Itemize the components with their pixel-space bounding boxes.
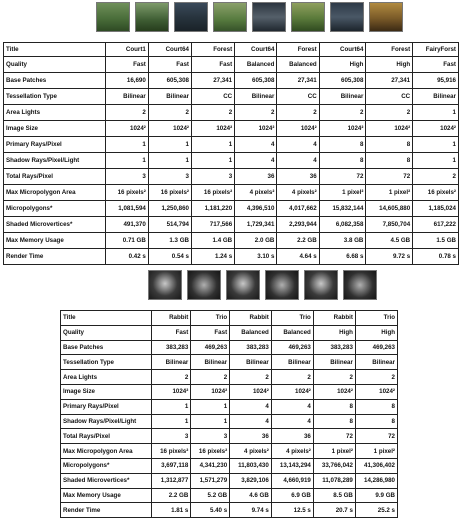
value-cell: 11,078,289 [313,473,355,488]
value-cell: 469,263 [191,340,230,355]
row-label-cell: Tessellation Type [4,89,106,105]
value-cell: 33,766,042 [313,458,355,473]
value-cell: Bilinear [230,355,272,370]
court1-thumbnail-image [96,2,130,32]
value-cell: 0.71 GB [105,233,148,249]
value-cell: 1024² [235,121,277,137]
value-cell: Bilinear [105,89,148,105]
value-cell: 1 [191,137,234,153]
value-cell: 1,312,877 [152,473,191,488]
value-cell: Fast [191,57,234,73]
value-cell: 1 [152,414,191,429]
table-row [61,325,398,340]
table-row [4,105,459,121]
table-row [4,73,459,89]
forest-thumbnail-image [174,2,208,32]
row-label-cell: Shaded Microvertices* [61,473,152,488]
value-cell: 2 [191,105,234,121]
table-row [4,89,459,105]
value-cell: 36 [277,169,319,185]
value-cell: 3.8 GB [319,233,366,249]
value-cell: 2,293,944 [277,217,319,233]
row-label-cell: Quality [4,57,106,73]
value-cell: 605,308 [235,73,277,89]
value-cell: 8 [319,153,366,169]
value-cell: 1.3 GB [148,233,191,249]
value-cell: 1,185,024 [413,201,459,217]
value-cell: 2.2 GB [277,233,319,249]
value-cell: 1024² [313,384,355,399]
court64-thumbnail-image [291,2,325,32]
value-cell: 8.5 GB [313,488,355,503]
value-cell: Fast [105,57,148,73]
value-cell: 3 [191,429,230,444]
value-cell: 2 [230,370,272,385]
value-cell: 0.78 s [413,249,459,265]
value-cell: 3.10 s [235,249,277,265]
value-cell: 1024² [413,121,459,137]
value-cell: 469,263 [271,340,313,355]
value-cell: 1 pixel² [355,444,397,459]
value-cell: 72 [313,429,355,444]
table-row [61,340,398,355]
value-cell: 41,306,402 [355,458,397,473]
header-scene-cell: Rabbit [230,311,272,326]
row-label-cell: Area Lights [61,370,152,385]
value-cell: CC [191,89,234,105]
value-cell: 1,181,220 [191,201,234,217]
table-row [61,429,398,444]
value-cell: 2 [105,105,148,121]
value-cell: 1,081,594 [105,201,148,217]
table-row [4,201,459,217]
value-cell: 4 [230,399,272,414]
header-scene-cell: Court64 [319,43,366,57]
value-cell: 3 [152,429,191,444]
value-cell: 2 [366,105,413,121]
value-cell: 6,082,358 [319,217,366,233]
row-label-cell: Shadow Rays/Pixel/Light [61,414,152,429]
value-cell: 1 [413,105,459,121]
value-cell: 2 [355,370,397,385]
value-cell: 3 [105,169,148,185]
table-row [4,249,459,265]
header-scene-cell: Rabbit [152,311,191,326]
value-cell: Bilinear [235,89,277,105]
value-cell: 1 [105,153,148,169]
value-cell: 1 [191,153,234,169]
value-cell: 5.40 s [191,503,230,518]
value-cell: 72 [366,169,413,185]
value-cell: Bilinear [355,355,397,370]
row-label-cell: Base Patches [61,340,152,355]
table-row [4,233,459,249]
row-label-cell: Primary Rays/Pixel [61,399,152,414]
value-cell: 16 pixels² [148,185,191,201]
rabbit-thumbnail-image [226,270,260,300]
value-cell: 1.81 s [152,503,191,518]
row-label-cell: Quality [61,325,152,340]
value-cell: 16 pixels² [413,185,459,201]
value-cell: 1024² [105,121,148,137]
render-stats-table-1 [3,42,459,265]
value-cell: CC [366,89,413,105]
value-cell: Fast [148,57,191,73]
value-cell: Bilinear [152,355,191,370]
value-cell: 16,690 [105,73,148,89]
value-cell: 16 pixels² [191,185,234,201]
value-cell: 14,286,980 [355,473,397,488]
header-scene-cell: Trio [191,311,230,326]
value-cell: 3,829,106 [230,473,272,488]
value-cell: 13,143,294 [271,458,313,473]
value-cell: 8 [366,137,413,153]
value-cell: 72 [319,169,366,185]
value-cell: 605,308 [148,73,191,89]
value-cell: 1 [413,137,459,153]
value-cell: 8 [366,153,413,169]
value-cell: 4 [277,137,319,153]
value-cell: 2 [235,105,277,121]
value-cell: 27,341 [191,73,234,89]
value-cell: 2 [148,105,191,121]
value-cell: 1.5 GB [413,233,459,249]
header-scene-cell: FairyForst [413,43,459,57]
value-cell: 72 [355,429,397,444]
value-cell: 4.64 s [277,249,319,265]
value-cell: 11,803,430 [230,458,272,473]
row-label-cell: Total Rays/Pixel [4,169,106,185]
value-cell: 4,396,510 [235,201,277,217]
value-cell: 605,308 [319,73,366,89]
value-cell: 1 [105,137,148,153]
value-cell: 383,283 [152,340,191,355]
value-cell: 36 [235,169,277,185]
table-row [61,355,398,370]
value-cell: 36 [271,429,313,444]
header-scene-cell: Forest [277,43,319,57]
rabbit-thumbnail-image [148,270,182,300]
value-cell: Bilinear [148,89,191,105]
value-cell: 4 pixels² [230,444,272,459]
value-cell: 8 [313,399,355,414]
value-cell: 2 [277,105,319,121]
value-cell: 16 pixels² [191,444,230,459]
value-cell: 1024² [152,384,191,399]
value-cell: 1024² [148,121,191,137]
value-cell: Fast [152,325,191,340]
render-stats-table-2 [60,310,398,518]
value-cell: 4,660,919 [271,473,313,488]
forest-thumbnail-image [330,2,364,32]
value-cell: 2 [413,169,459,185]
value-cell: 4 [277,153,319,169]
row-label-cell: Image Size [4,121,106,137]
value-cell: 12.5 s [271,503,313,518]
value-cell: 1 [191,399,230,414]
header-scene-cell: Forest [191,43,234,57]
row-label-cell: Shadow Rays/Pixel/Light [4,153,106,169]
row-label-cell: Total Rays/Pixel [61,429,152,444]
value-cell: High [366,57,413,73]
value-cell: 36 [230,429,272,444]
value-cell: 383,283 [230,340,272,355]
value-cell: 15,832,144 [319,201,366,217]
value-cell: 27,341 [277,73,319,89]
value-cell: 1024² [277,121,319,137]
value-cell: 1024² [191,121,234,137]
table-row [61,488,398,503]
value-cell: 4,017,662 [277,201,319,217]
header-scene-cell: Rabbit [313,311,355,326]
value-cell: 4 [230,414,272,429]
value-cell: Bilinear [271,355,313,370]
table-header-row [61,311,398,326]
value-cell: Balanced [235,57,277,73]
value-cell: 4.5 GB [366,233,413,249]
value-cell: 8 [355,399,397,414]
table-row [61,473,398,488]
value-cell: 5.2 GB [191,488,230,503]
value-cell: 4.6 GB [230,488,272,503]
rabbit-thumbnail-image [304,270,338,300]
value-cell: 2.2 GB [152,488,191,503]
value-cell: 1 [152,399,191,414]
value-cell: 383,283 [313,340,355,355]
value-cell: Balanced [277,57,319,73]
value-cell: 4,341,230 [191,458,230,473]
header-scene-cell: Court64 [148,43,191,57]
value-cell: High [313,325,355,340]
row-label-cell: Image Size [61,384,152,399]
value-cell: 1024² [191,384,230,399]
court64-thumbnail-image [135,2,169,32]
table-row [4,169,459,185]
value-cell: Fast [191,325,230,340]
row-label-cell: Shaded Microvertices* [4,217,106,233]
value-cell: 4 [235,137,277,153]
value-cell: 2.0 GB [235,233,277,249]
value-cell: 4 [235,153,277,169]
value-cell: 6.9 GB [271,488,313,503]
value-cell: CC [277,89,319,105]
row-label-cell: Tessellation Type [61,355,152,370]
value-cell: 1024² [230,384,272,399]
value-cell: 1024² [366,121,413,137]
header-title-cell: Title [61,311,152,326]
header-scene-cell: Trio [355,311,397,326]
row-label-cell: Micropolygons* [61,458,152,473]
row-label-cell: Base Patches [4,73,106,89]
value-cell: 2 [152,370,191,385]
value-cell: 491,370 [105,217,148,233]
table-row [61,399,398,414]
row-label-cell: Area Lights [4,105,106,121]
trio-thumbnail-image [343,270,377,300]
scene-thumbnails-top [96,2,408,32]
row-label-cell: Render Time [61,503,152,518]
value-cell: 1 pixel² [313,444,355,459]
header-scene-cell: Forest [366,43,413,57]
table-row [61,370,398,385]
value-cell: 2 [191,370,230,385]
table-row [4,137,459,153]
table-row [61,414,398,429]
value-cell: 4 pixels² [277,185,319,201]
value-cell: 1024² [355,384,397,399]
value-cell: 9.9 GB [355,488,397,503]
trio-thumbnail-image [265,270,299,300]
value-cell: 1 pixel² [366,185,413,201]
value-cell: 469,263 [355,340,397,355]
header-scene-cell: Court64 [235,43,277,57]
value-cell: 8 [355,414,397,429]
value-cell: 4 [271,399,313,414]
value-cell: 1 [148,137,191,153]
fairyforest-thumbnail-image [369,2,403,32]
value-cell: 1 pixel² [319,185,366,201]
trio-thumbnail-image [187,270,221,300]
value-cell: 3 [148,169,191,185]
forest-thumbnail-image [252,2,286,32]
table-row [4,185,459,201]
value-cell: Balanced [271,325,313,340]
value-cell: 0.54 s [148,249,191,265]
value-cell: 1 [148,153,191,169]
value-cell: 1024² [319,121,366,137]
value-cell: High [355,325,397,340]
value-cell: 617,222 [413,217,459,233]
value-cell: High [319,57,366,73]
header-scene-cell: Court1 [105,43,148,57]
table-row [61,458,398,473]
value-cell: Bilinear [191,355,230,370]
value-cell: 2 [319,105,366,121]
value-cell: 4 pixels² [271,444,313,459]
row-label-cell: Render Time [4,249,106,265]
value-cell: 9.74 s [230,503,272,518]
value-cell: 0.42 s [105,249,148,265]
value-cell: 6.68 s [319,249,366,265]
value-cell: 27,341 [366,73,413,89]
row-label-cell: Max Micropolygon Area [4,185,106,201]
scene-thumbnails-bottom [148,270,382,300]
value-cell: 4 pixels² [235,185,277,201]
row-label-cell: Micropolygons* [4,201,106,217]
value-cell: 1,250,860 [148,201,191,217]
header-title-cell: Title [4,43,106,57]
value-cell: Balanced [230,325,272,340]
value-cell: 2 [313,370,355,385]
value-cell: 16 pixels² [105,185,148,201]
table-row [4,57,459,73]
row-label-cell: Max Memory Usage [61,488,152,503]
table-row [61,384,398,399]
value-cell: 14,605,880 [366,201,413,217]
value-cell: Bilinear [319,89,366,105]
value-cell: 1,571,279 [191,473,230,488]
value-cell: 3,697,118 [152,458,191,473]
value-cell: Fast [413,57,459,73]
value-cell: 514,794 [148,217,191,233]
table-row [4,217,459,233]
value-cell: 1 [191,414,230,429]
value-cell: 8 [313,414,355,429]
value-cell: 1.4 GB [191,233,234,249]
table-header-row [4,43,459,57]
value-cell: 3 [191,169,234,185]
table-row [4,121,459,137]
value-cell: 95,916 [413,73,459,89]
value-cell: 717,566 [191,217,234,233]
value-cell: 16 pixels² [152,444,191,459]
row-label-cell: Max Memory Usage [4,233,106,249]
value-cell: 1.24 s [191,249,234,265]
value-cell: 9.72 s [366,249,413,265]
value-cell: 1 [413,153,459,169]
court64-thumbnail-image [213,2,247,32]
value-cell: 4 [271,414,313,429]
value-cell: 25.2 s [355,503,397,518]
value-cell: 1024² [271,384,313,399]
value-cell: 2 [271,370,313,385]
row-label-cell: Max Micropolygon Area [61,444,152,459]
header-scene-cell: Trio [271,311,313,326]
value-cell: 1,729,341 [235,217,277,233]
value-cell: Bilinear [313,355,355,370]
table-row [4,153,459,169]
row-label-cell: Primary Rays/Pixel [4,137,106,153]
table-row [61,444,398,459]
value-cell: 7,850,704 [366,217,413,233]
value-cell: 8 [319,137,366,153]
value-cell: 20.7 s [313,503,355,518]
value-cell: Bilinear [413,89,459,105]
table-row [61,503,398,518]
